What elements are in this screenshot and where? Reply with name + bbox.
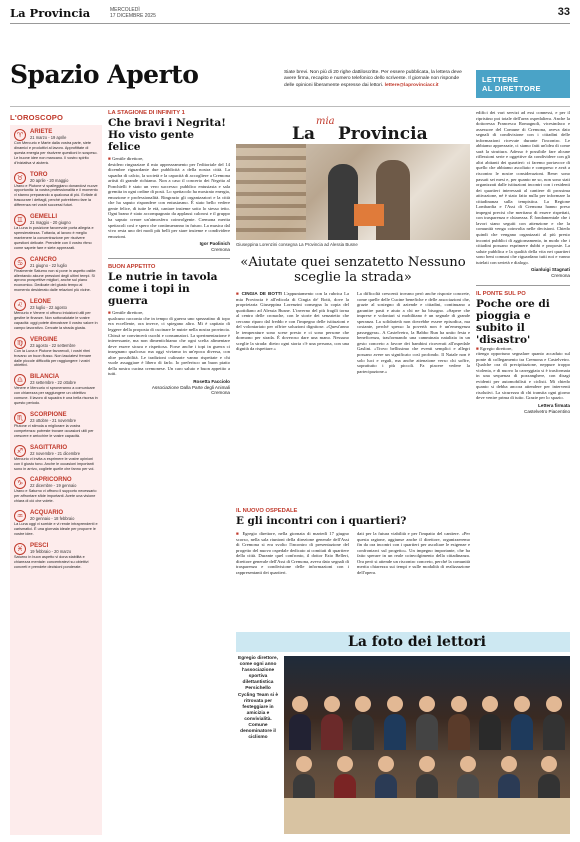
- article-signature: Gianluigi Stagnati Cremona: [530, 267, 570, 278]
- horoscope-sign-leone: [10, 295, 102, 333]
- square-bullet-icon: ■: [108, 310, 113, 316]
- sign-name: ACQUARIO: [30, 509, 64, 517]
- sign-forecast: Venere e Mercurio vi sproneranno a comunicare con chiarezza per raggiungere un obiettivo comune. Il lavoro di squadra è una bella risorsa in questo periodo.: [14, 386, 98, 406]
- readers-photo-title: La foto dei lettori: [236, 632, 570, 652]
- hospital-article: [236, 508, 470, 575]
- horoscope-title: L'OROSCOPO: [10, 110, 102, 125]
- zodiac-ariete-icon: ♈: [14, 129, 26, 141]
- sign-dates: 22 novembre - 21 dicembre: [30, 450, 81, 456]
- article-headline[interactable]: Che bravi i Negrita! Ho visto gente felice: [108, 117, 226, 153]
- sign-forecast: Urano e Plutone vi spalleggiano donandovi nuove opportunità: la vostra professionalità e il momento vi stanno preparando a qualcosa di più. Evitate di trascurare i dettagli, perché potrebbero fare la differenza nei vostri successi futuri.: [14, 183, 98, 208]
- sign-dates: 22 dicembre - 19 gennaio: [30, 483, 77, 489]
- sign-name: ARIETE: [30, 128, 53, 135]
- zodiac-bilancia-icon: ♎: [14, 374, 26, 386]
- letters-to-editor-badge: LETTERE AL DIRETTORE: [476, 70, 570, 98]
- sign-forecast: La Luna oggi vi sorride e vi rende intraprendenti e carismatici. È una giornata ideale per proporre le vostre idee.: [14, 522, 98, 536]
- header-divider: [10, 106, 570, 107]
- sign-dates: 23 agosto - 22 settembre: [30, 342, 76, 348]
- article-kicker: IL NUOVO OSPEDALE: [236, 508, 298, 514]
- zodiac-scorpione-icon: ♏: [14, 412, 26, 424]
- sign-dates: 21 giugno - 22 luglio: [30, 262, 67, 268]
- newsstand-photo[interactable]: [236, 144, 470, 240]
- sign-name: SAGITTARIO: [30, 443, 68, 451]
- zodiac-leone-icon: ♌: [14, 299, 26, 311]
- sign-dates: 20 aprile - 20 maggio: [30, 177, 69, 183]
- letters-column-right: [476, 110, 570, 414]
- letters-column-left: [108, 110, 230, 396]
- sign-name: CANCRO: [30, 255, 57, 263]
- article-signature: Rosetta Facciolo Associazione Dalla Parte degli Animali Cremona: [151, 378, 230, 396]
- square-bullet-icon: ■: [236, 531, 243, 536]
- article-headline[interactable]: Le nutrie in tavola come i topi in guerra: [108, 271, 218, 308]
- article-body: ■ Egregio direttore, nella giornata di martedì 17 giugno scorso, nella sala riunioni della direzione generale dell'Asst di Cremona si era svolto l'incontro di presentazione del progetto del nuovo ospedale dedicato ai comitati di quartiere della città. Durante quel confronto, il dottor Ezio Belleri, direttore generale dell'Asst di Cremona, aveva dato segnali di trasparenza e condivisione delle informazioni con i rappresentanti dei quartieri. dati per la futura viabilità e per l'impatto del cantiere. «Per questa ragione, aggiunse anche il direttore, organizzeremo fin da ora incontri con i quartieri per ascoltare le esigenze e confrontarci sul progetto». Un impegno importante, che ha fatto sperare in un reale coinvolgimento della cittadinanza. Ora però si attende un riscontro concreto, perché la comunità merita chiarezza sui tempi e sulle modalità di realizzazione dell'opera.: [236, 531, 470, 575]
- square-bullet-icon: ■: [236, 291, 242, 296]
- divider: [476, 285, 570, 286]
- sign-forecast: Con la Luna e Plutone favorevoli, i vostri ritmi trovano un buon flusso. Non lasciatevi frenare dalle piccole difficoltà per raggiungere i vostri obiettivi.: [14, 348, 92, 368]
- sign-dates: 20 gennaio - 18 febbraio: [30, 516, 75, 522]
- sign-forecast: Urano e Saturno vi offrono il supporto necessario per affrontare sfide importanti. Avete una visione chiara di ciò che volete.: [14, 489, 97, 504]
- sign-dates: 23 luglio - 22 agosto: [30, 305, 67, 311]
- article-signature: Lettera firmata Castelvetro Piacentino: [524, 402, 570, 414]
- photo-caption: Giuseppina Lorenzini consegna La Provincia ad Alessia Busne: [236, 242, 358, 247]
- sign-name: VERGINE: [30, 335, 58, 343]
- horoscope-sign-vergine: [10, 333, 102, 371]
- masthead: [10, 6, 570, 24]
- horoscope-sign-acquario: [10, 506, 102, 539]
- article-kicker: IL PONTE SUL PO: [476, 290, 526, 297]
- article-body: edifici dei vari servizi ad essi connessi, e per il ripristino poi totale dell'area ospedaliera. Anche la dottoressa Francesca Romagnoli, vicesindaco e assessore del Comune di Cremona, aveva dato segnali di condivisione con i cittadini delle informazioni ricevute durante l'incontro. Le abbiamo apprezzate, ci siamo fatti un'idea di come sarà la struttura. Adesso è possibile fare alcune riflessioni serie e oggettive da condividere con gli altri abitanti dei quartieri: ci faremo portavoce di quello che abbiamo ascoltato e compreso e avrà a riscontro le nostre considerazioni. Bene: sono passati sei mesi e, per quanto ne so, non sono stati organizzati dalle istituzioni incontri con i residenti dei quartieri interessati al cantiere di prossima attivazione, né è stato fatto nulla per informare la cittadinanza sulla tempistica. La Regione Lombardia e l'Asst di Cremona hanno preso impegni precisi che meritano di essere rispettati, con trasparenza e chiarezza. È fondamentale che i lavori siano seguiti con attenzione e che la comunità venga coinvolta nelle decisioni. Chiedo quindi che vengano organizzati al più presto incontri pubblici di aggiornamento, in modo che i cittadini possano esprimere dubbi e proposte. La salute pubblica e la qualità della vita nei quartieri sono beni comuni che riguardano tutti noi e vanno tutelati con serietà e dialogo.: [476, 110, 570, 265]
- sign-forecast: Con Mercurio e Marte dalla vostra parte, siete dinamici e produttivi al lavoro. Approfittate di questa energia per risolvere questioni in sospeso. Le buone idee non mancano. Il vostro spirito d'iniziativa vi aiuterà.: [14, 141, 98, 165]
- readers-group-photo[interactable]: [284, 656, 570, 834]
- readers-photo-caption: Egregio direttore, come ogni anno l'associazione sportiva dilettantistica Persichello Cycling Team si è ritrovata per festeggiare in amicizia e convivialità. Comune denominatore il ciclismo: [237, 656, 279, 741]
- horoscope-sign-capricorno: [10, 473, 102, 506]
- article-body: ■ Gentile direttore, qualcuno racconta che in tempo di guerra uno spezzatino di topo era eccellente, ora invece, ci spiegano altro. Mi è capitato di leggere della proposta di cucinare le nutrie nella nostra provincia. Chissà se convincerà cuochi e consumatori. La sperimentazione è interessante, ma non dimentichiamo che ogni scelta alimentare deve essere sicura e rispettosa. Forse anche i topi in guerra ci insegnano qualcosa: ma oggi viviamo in un'epoca diversa, con altre possibilità. Le tradizioni culinarie vanno rispettate e chi vuole assaggiare è libero di farlo. Io preferisco un buon piatto della nostra cucina cremonese. Un caro saluto e buon appetito a tutti.: [108, 310, 230, 377]
- sign-dates: 23 settembre - 22 ottobre: [30, 380, 76, 386]
- sign-dates: 19 febbraio - 20 marzo: [30, 548, 72, 554]
- newspaper-logo[interactable]: La Provincia: [10, 6, 91, 20]
- sign-forecast: Saturno in buon aspetto vi dona stabilità e chiarezza mentale: concentratevi su obiettivi concreti e prendete decisioni ponderate.: [14, 554, 89, 569]
- sign-forecast: Finalmente Saturno non si pone in aspetto ostile: allentando alcune pressioni degli ultimi tempi. Si aprono prospettive migliori, anche sul piano economico. Dedicate del giusto tempo al momento desiderato dalle relazioni più vicine.: [14, 268, 97, 293]
- article-kicker: LA STAGIONE DI INFINITY 1: [108, 110, 185, 116]
- sign-name: CAPRICORNO: [30, 476, 72, 484]
- article-headline[interactable]: «Aiutate quei senzatetto Nessuno sceglie la strada»: [240, 255, 466, 285]
- letter-negrita: [108, 110, 230, 252]
- sign-name: GEMELLI: [30, 213, 58, 221]
- divider: [108, 258, 230, 259]
- letters-email-link[interactable]: lettere@laprovinciacr.it: [384, 82, 439, 88]
- article-signature: Igor Paolinich Cremona: [199, 241, 230, 252]
- main-article: [236, 110, 470, 374]
- zodiac-gemelli-icon: ♊: [14, 214, 26, 226]
- horoscope-sign-ariete: [10, 125, 102, 168]
- zodiac-capricorno-icon: ♑: [14, 477, 26, 489]
- square-bullet-icon: ■: [476, 345, 481, 351]
- zodiac-pesci-icon: ♓: [14, 543, 26, 555]
- sign-name: BILANCIA: [30, 373, 60, 381]
- horoscope-sign-bilancia: [10, 370, 102, 408]
- sign-dates: 21 marzo - 19 aprile: [30, 135, 67, 140]
- letter-nutrie: [108, 264, 230, 395]
- horoscope-sign-gemelli: [10, 210, 102, 253]
- sign-dates: 21 maggio - 20 giugno: [30, 220, 71, 226]
- article-body: ■ Gentile direttore, desidero ringraziare il mio apprezzamento per l'editoriale del 14 dicembre riguardante due pubblicità a della nostra città. La squadra di calcio, la società e la capacità di accogliere a Cremona artisti di grande richiamo. Non a caso il concerto dei Negrita al Ponchielli è stato un vero successo: pubblico entusiasta e sala gremita in ogni ordine di posti. Lo spettacolo ha mostrato energia, emozione e professionalità. Ringrazio gli organizzatori e la città che ha saputo rispondere con entusiasmo. È stato bello vedere gente felice, di tutte le età, cantare insieme sotto lo stesso tetto. Ogni brano è stato accompagnato da applausi calorosi e il gruppo ha saputo creare un'atmosfera coinvolgente. Cremona merita spettacoli così e spero che continueranno in futuro. La musica dal vivo resta uno dei modi più belli per stare insieme e condividere emozioni.: [108, 156, 230, 239]
- article-body: ■ Egregio direttore, ritengo opportuno segnalare quanto accaduto sul ponte di collegamento tra Cremona e Castelvetro. Qualche ora di precipitazione, neppure troppo violenta, e di nuovo la carreggiata si è trasformata in una sequenza di pozzanghere, con disagi evidenti per automobilisti e ciclisti. Mi chiedo quanto si debba ancora attendere per interventi risolutivi. La sicurezza di chi transita ogni giorno deve venire prima di tutto. Grazie per lo spazio.: [476, 345, 570, 401]
- sign-forecast: Plutone vi stimola a migliorare la vostra competenza: potreste trovare occasioni utili per crescere e arricchire le vostre capacità.: [14, 424, 94, 438]
- horoscope-column: [10, 110, 102, 835]
- zodiac-sagittario-icon: ♐: [14, 445, 26, 457]
- horoscope-sign-cancro: [10, 253, 102, 296]
- issue-date: MERCOLEDÌ 17 DICEMBRE 2025: [110, 7, 156, 19]
- zodiac-acquario-icon: ♒: [14, 510, 26, 522]
- la-mia-provincia-logo: La mia Provincia: [292, 116, 428, 144]
- sign-forecast: Mercurio e Venere vi offrono intuizioni utili per gestire le finanze. Non sottovalutate le vostre capacità: oggi potete dimostrare il vostro valore in campo lavorativo. Cercate la strada giusta.: [14, 311, 98, 330]
- article-headline[interactable]: E gli incontri con i quartieri?: [236, 515, 407, 527]
- horoscope-sign-toro: [10, 168, 102, 211]
- horoscope-sign-sagittario: [10, 441, 102, 474]
- horoscope-sign-scorpione: [10, 408, 102, 441]
- square-bullet-icon: ■: [108, 156, 113, 161]
- sign-name: SCORPIONE: [30, 411, 67, 418]
- sign-name: TORO: [30, 170, 48, 178]
- article-kicker: BUON APPETITO: [108, 264, 156, 271]
- article-headline[interactable]: Poche ore di pioggia e subito il 'disastro': [476, 297, 550, 346]
- sign-forecast: Mercurio vi invita a esprimere le vostre opinioni con il giusto tono. Anche le occasioni importanti sono in arrivo, cogliete quelle che fanno per voi.: [14, 456, 95, 471]
- article-body: ■ CINGIA DE BOTTI L'appuntamento con la rubrica La mia Provincia è all'edicola di Cingia de' Botti, dove la proprietaria Giuseppina Lorenzini consegna la copia del quotidiano ad Alessia Busne. L'inverno del più fragili torna al centro delle cronache, con le storie dei senzatetto che cercano riparo dal freddo e con l'impegno delle istituzioni e del volontariato per offrire soluzioni dignitose. «Quest'anno le temperature sono scese presto e ci sono persone che dormono per strada. È doveroso dare una mano. Nessuno sceglie la strada: dietro ogni storia c'è una persona, con una dignità da rispettare.» La difficoltà crescenti trovano però anche risposte concrete, come quelle delle Cucine benefiche e delle associazioni che, grazie al sostegno di aziende e cittadini, continuano a garantire pasti e aiuto a chi ne ha bisogno. «Sapere che imprese e volontari si mobilitano è un segnale di grande speranza. La solidarietà non dovrebbe essere episodica, ma costante, perché spesso la povertà non è un'emergenza passeggera». A Castelvetro, la Babbo Run ha unito festa e beneficenza, trasformando una camminata natalizia in un gesto concreto a favore dei bambini ricoverati all'ospedale Gaslini. «Trovo bellissimo che eventi semplici e allegri possano avere un significato così profondo. Il Natale non è solo luci e regali, ma anche attenzione verso chi soffre, soprattutto i più piccoli. Fa piacere vedere la partecipazione.»: [236, 291, 470, 374]
- sign-name: PESCI: [30, 541, 49, 549]
- sign-name: LEONE: [30, 298, 51, 306]
- zodiac-toro-icon: ♉: [14, 172, 26, 184]
- sign-forecast: La Luna in posizione favorevole porta allegria e spensieratezza. Tuttavia, al lavoro è meglio mantenere la concentrazione per risolvere questioni delicate. Prendete con il vostro ritmo come sapete fare e siete apprezzati.: [14, 226, 94, 250]
- section-title: Spazio Aperto: [10, 60, 199, 89]
- page-number: 33: [557, 6, 570, 18]
- letters-guidelines: Siate brevi. Non più di 20 righe dattiloscritte. Per essere pubblicata, la lettera deve avere firma, recapito e numero telefonico dello scrivente. Il giornale non risponde delle opinioni liberamente espresse dai lettori. lettere@laprovinciacr.it: [284, 70, 462, 88]
- zodiac-cancro-icon: ♋: [14, 257, 26, 269]
- sign-dates: 23 ottobre - 21 novembre: [30, 418, 76, 423]
- horoscope-sign-pesci: [10, 539, 102, 572]
- zodiac-vergine-icon: ♍: [14, 337, 26, 349]
